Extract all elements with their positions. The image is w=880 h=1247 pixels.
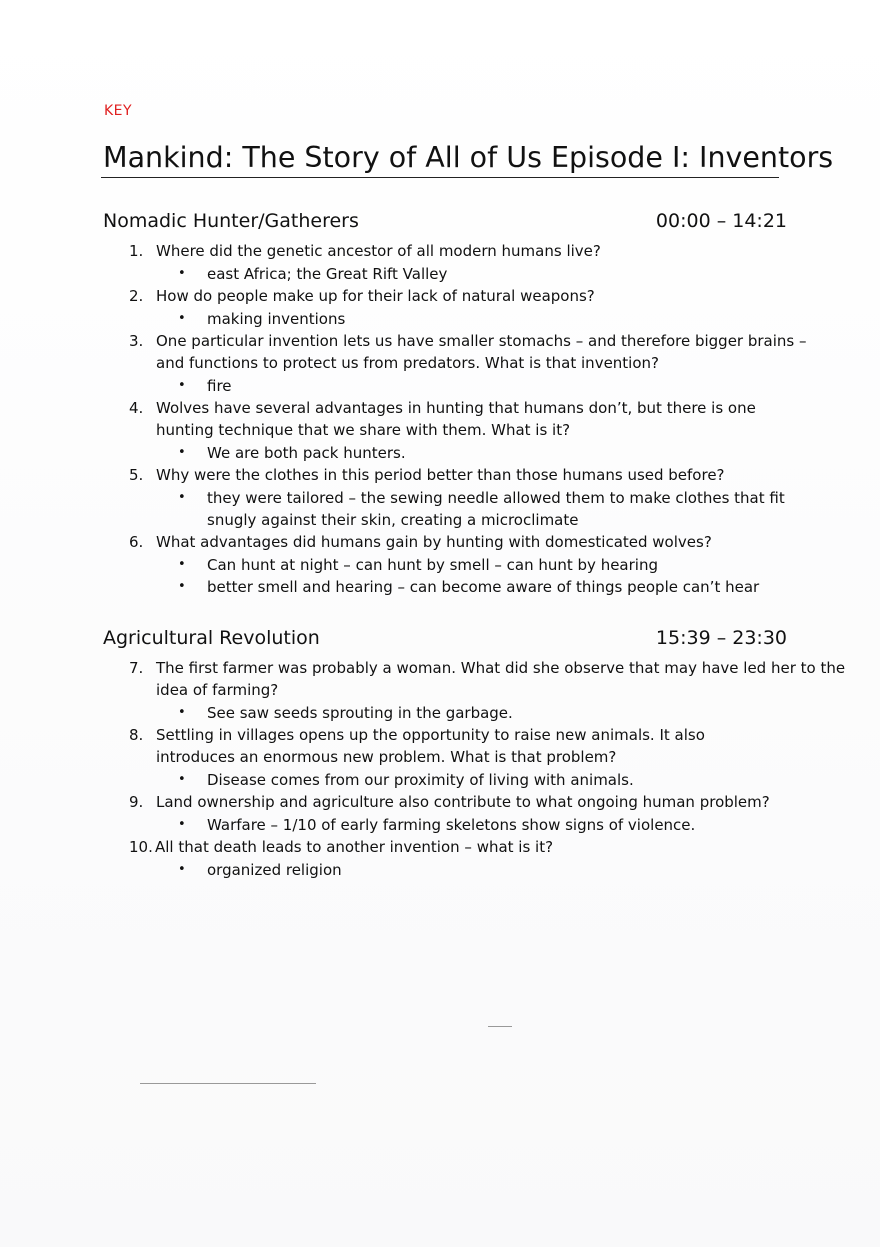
section-header: [103, 208, 787, 234]
answer-text: better smell and hearing – can become aware of things people can’t hear: [207, 578, 760, 596]
answer-text: they were tailored – the sewing needle allowed them to make clothes that fit: [207, 489, 785, 507]
question-text: What advantages did humans gain by hunting with domesticated wolves?: [156, 533, 712, 551]
question-number: 3.: [129, 332, 144, 350]
footnote-rule: [140, 1083, 316, 1084]
question-text: The first farmer was probably a woman. What did she observe that may have led her to the: [156, 659, 846, 677]
question-number: 4.: [129, 399, 144, 417]
title-underline: [101, 177, 779, 178]
bullet-icon: •: [178, 490, 186, 505]
bullet-icon: •: [178, 862, 186, 877]
question-item: [0, 330, 880, 374]
bullet-icon: •: [178, 311, 186, 326]
bullet-icon: •: [178, 557, 186, 572]
question-text: hunting technique that we share with them. What is it?: [156, 421, 571, 439]
bullet-icon: •: [178, 266, 186, 281]
section-title: Agricultural Revolution: [103, 627, 320, 649]
question-item: [0, 285, 880, 307]
answer-text: snugly against their skin, creating a microclimate: [207, 511, 579, 529]
answer-text: Can hunt at night – can hunt by smell – can hunt by hearing: [207, 556, 658, 574]
section-timestamp: 00:00 – 14:21: [655, 210, 787, 232]
question-text: introduces an enormous new problem. What is that problem?: [156, 748, 617, 766]
question-text: Wolves have several advantages in hunting that humans don’t, but there is one: [156, 399, 756, 417]
question-text: idea of farming?: [156, 681, 279, 699]
answer-text: fire: [207, 377, 232, 395]
section-title: Nomadic Hunter/Gatherers: [103, 210, 359, 232]
question-item: [0, 657, 880, 701]
question-number: 9.: [129, 793, 144, 811]
question-text: Why were the clothes in this period better than those humans used before?: [156, 466, 725, 484]
question-item: [0, 836, 880, 858]
question-text: Land ownership and agriculture also contribute to what ongoing human problem?: [156, 793, 770, 811]
question-number: 8.: [129, 726, 144, 744]
question-text: All that death leads to another invention – what is it?: [155, 838, 554, 856]
answer-text: east Africa; the Great Rift Valley: [207, 265, 448, 283]
page-title: Mankind: The Story of All of Us Episode I: Inventors: [103, 141, 834, 174]
answer-text: We are both pack hunters.: [207, 444, 406, 462]
question-item: [0, 464, 880, 486]
bullet-icon: •: [178, 378, 186, 393]
question-text: How do people make up for their lack of natural weapons?: [156, 287, 595, 305]
section-timestamp: 15:39 – 23:30: [655, 627, 787, 649]
question-item: [0, 397, 880, 441]
answer-text: Disease comes from our proximity of living with animals.: [207, 771, 634, 789]
section-header: [103, 625, 787, 651]
question-number: 6.: [129, 533, 144, 551]
divider-mark: [488, 1026, 512, 1027]
answer-text: making inventions: [207, 310, 346, 328]
question-item: [0, 791, 880, 813]
question-number: 10.: [129, 838, 153, 856]
question-number: 7.: [129, 659, 144, 677]
question-number: 2.: [129, 287, 144, 305]
key-label: KEY: [104, 103, 133, 119]
bullet-icon: •: [178, 772, 186, 787]
bullet-icon: •: [178, 445, 186, 460]
question-item: [0, 531, 880, 553]
question-text: One particular invention lets us have smaller stomachs – and therefore bigger brains –: [156, 332, 807, 350]
bullet-icon: •: [178, 705, 186, 720]
question-number: 5.: [129, 466, 144, 484]
question-text: Settling in villages opens up the opportunity to raise new animals. It also: [156, 726, 705, 744]
question-item: [0, 724, 880, 768]
question-item: [0, 240, 880, 262]
question-text: Where did the genetic ancestor of all modern humans live?: [156, 242, 601, 260]
bullet-icon: •: [178, 817, 186, 832]
answer-text: organized religion: [207, 861, 342, 879]
answer-text: See saw seeds sprouting in the garbage.: [207, 704, 513, 722]
bullet-icon: •: [178, 579, 186, 594]
answer-text: Warfare – 1/10 of early farming skeletons show signs of violence.: [207, 816, 696, 834]
question-text: and functions to protect us from predators. What is that invention?: [156, 354, 659, 372]
question-number: 1.: [129, 242, 144, 260]
